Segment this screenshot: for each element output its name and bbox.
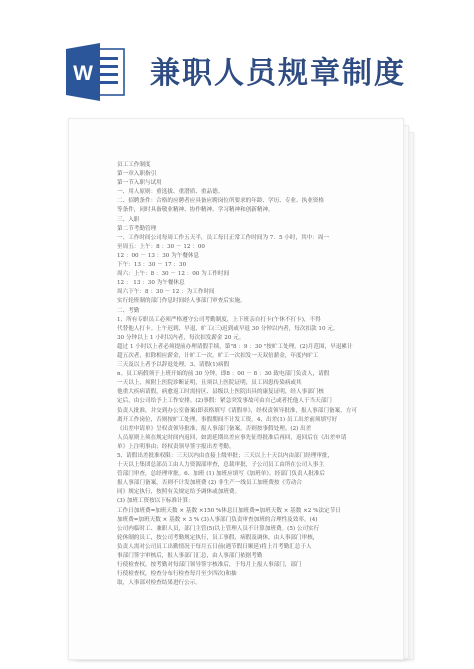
document-line: 一、用人原则：重选拔、重潜质、重品德。 <box>117 189 224 196</box>
document-line: 一天以上，须附上医院诊断证明，且须以上医院证明，员工因患传染病或其 <box>117 380 302 387</box>
document-line: 5、请假出差批准权限：三天以内由直接上级审批；三天以上十天以内由部门经理审批， <box>117 453 334 459</box>
document-line: 负责人需对公司员工出勤情况于每月五日前(遇节假日顺延)将上月考勤汇总于人 <box>117 543 312 550</box>
document-line: 公司内临时工、兼职人员，部门主管(5)以上管理人员不计算加班费。(5) 公司实行 <box>117 525 320 532</box>
header <box>0 0 474 110</box>
word-document-icon <box>66 43 126 101</box>
document-line: 周六：上午：8 ：30 － 12 ：00 为工作时间 <box>117 271 230 278</box>
document-line: 离开工作岗位，否则按旷工处理。事假期间不计发工资。4、出差(1) 员工出差前须填写好 <box>117 416 338 423</box>
document-line: 实行轮班制的部门作息时间经人事部门审查后实施。 <box>117 298 246 305</box>
document-line: 12 ：00 － 13 ：30 为午餐休息 <box>117 252 200 259</box>
document-line: 下午：13 ：30 － 17 ：30 <box>117 262 187 269</box>
document-line: 员工工作制度 <box>117 162 151 168</box>
document-line: (3) 加班工资按以下标准计算： <box>117 498 194 505</box>
document-line: 第二节考勤管理 <box>117 225 157 232</box>
document-line: 超五次者，扣除相应薪金，计旷工一次。旷工一次扣发一天双倍薪金，年度内旷工 <box>117 352 319 359</box>
document-line: 十天以上集团总部员工由人力资源部审查，总裁审批，子公司员工由所在公司人事主 <box>117 462 324 469</box>
document-line: 加班费=加班天数 × 基数 × 3 % (3)人事部门负责审查加班的合理性及效率。(4) <box>117 516 318 523</box>
word-icon-letter: W <box>73 62 93 85</box>
document-line: 工作日加班费=加班天数 × 基数 ×150 %休息日加班费=加班天数 × 基数 ×2 %法定节日 <box>117 507 341 514</box>
document-line: 事部门签字审核后，报人事部门汇总，由人事部门依据考勤 <box>117 553 263 560</box>
document-line: 定后，由公司给予上工作安排。(2)事假：紧急突发事故可由自己或者托他人于当天部门 <box>117 398 332 405</box>
document-line: 一、工作时间公司每周工作五天半，员工每日正常工作时间为 7．5 小时，其中：周一 <box>117 234 330 241</box>
document-line: 超过 1 小时以上者必须提前办理请假手续。第"8 ：9 ：30 "按旷工处理。(2)月范围，早退累计 <box>117 343 353 350</box>
document-line: 三、入职 <box>117 216 140 223</box>
document-line: 等条件，同时具备敬业精神、协作精神、学习精神和创新精神。 <box>117 207 274 214</box>
document-line: 12 ： 13 ：30 为午餐休息 <box>117 280 185 287</box>
document-line: 1、所有专职员工必须严格遵守公司考勤制度，上下班亲自打卡(午休不打卡)，不得 <box>117 316 321 323</box>
document-line: 报人事部门备案，否则不计发加班费 (2) 非生产一线员工加班费按《劳动合 <box>117 480 302 487</box>
document-line: 行使检查权，按考勤对每部门领导签字核准后，于每月上报人事部门，部门 <box>117 562 302 569</box>
document-line: 他重大疾病请假，病愈返工时需持区、县级以上医院出具的康复证明，经人事部门核 <box>117 389 324 396</box>
document-line: n。员工病假须于上班开始的前 30 分钟，即8 ：00 － 8 ：30 致电部门负责人，请假 <box>117 371 330 378</box>
document-line: 周六下午：8 ：30 － 12 ：为工作时间 <box>117 289 215 296</box>
document-line: 三天及以上者予以辞退处理。3、请假(1)病假 <box>117 362 230 369</box>
document-line: 第一节入职与试用 <box>117 180 162 187</box>
document-line: 代替他人打卡。上午迟到、早退，旷工(三)迟到或早退 30 分钟以内者，每次扣款 10 元。 <box>117 325 339 332</box>
document-line: 同》规定执行，按照有关规定给予调休或加班费。 <box>117 489 241 496</box>
document-page <box>68 118 404 660</box>
document-line: 第一章入职指引 <box>117 171 157 178</box>
document-line: 30 分钟以上 1 小时以内者，每次扣发薪金 20 元。 <box>117 334 245 341</box>
document-line: 管部门审查，总经理审批。6、加班 (1) 加班应填写《加班单》，经部门负责人批准后 <box>117 471 326 478</box>
document-body <box>117 161 367 588</box>
document-line: 轮休制的员工，按公司考勤规定执行，员工事假、病假及调休，由人事部门审核， <box>117 534 319 541</box>
document-line: 单》上注明事由；经权责领导签字报出差考勤。 <box>117 443 235 450</box>
document-preview <box>68 118 408 664</box>
document-line: 负责人批准，并交到办公室备案(即表格填写《请假单》，经权责领导批准，报人事部门备案，方可 <box>117 407 357 414</box>
document-line: 至周五：上午：8 ：30 － 12 ：00 <box>117 243 205 250</box>
document-line: 取，人事部对检查结果进行公示。 <box>117 580 201 587</box>
document-line: 人员原则上须在规定时间内返回，如需延期出差应事先征得批准后再回，返回后在《出差申请 <box>117 434 347 441</box>
document-line: 《出差申请单》呈权责领导批准，报人事部门备案，否则按事假处理。(2) 出差 <box>117 425 312 432</box>
document-line: 二、招聘条件：合格的应聘者应具备应聘岗位所要求的年龄、学历、专业、执业资格 <box>117 198 324 205</box>
document-line: 行使检查权，检查分布行检查每月至少四次)和抽 <box>117 571 237 578</box>
document-line: 二、考勤 <box>117 307 140 314</box>
page-title: 兼职人员规章制度 <box>150 56 406 91</box>
